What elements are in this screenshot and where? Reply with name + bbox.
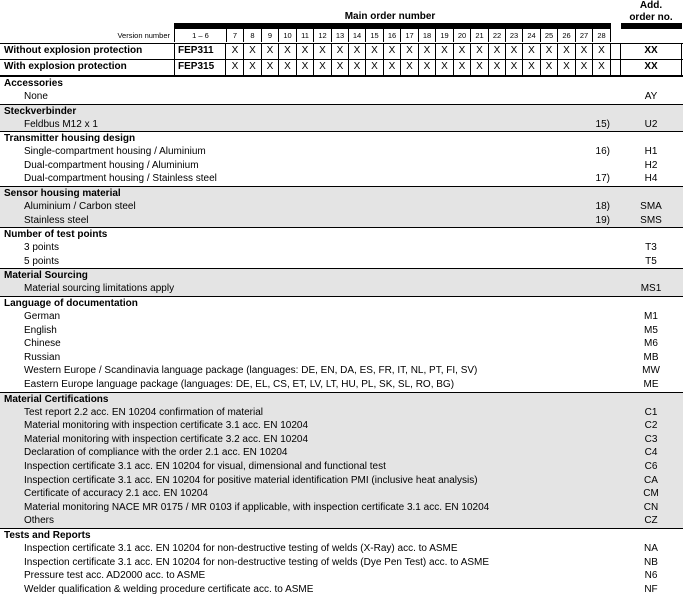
option-label: Dual-compartment housing / Stainless steel (24, 173, 217, 185)
option-row (0, 351, 683, 365)
version-number-cell: 27 (576, 29, 593, 42)
option-row (0, 214, 683, 228)
model-mark-cell: X (593, 43, 611, 59)
option-footnote: 18) (595, 201, 610, 212)
option-row (0, 337, 683, 351)
option-code: N6 (644, 570, 658, 582)
option-row (0, 324, 683, 338)
model-mark-cell: X (384, 43, 401, 59)
model-mark-cell: X (419, 59, 436, 75)
version-number-cell: 10 (279, 29, 297, 42)
section-heading: Sensor housing material (4, 188, 121, 199)
version-number-cell: 9 (262, 29, 279, 42)
option-row (0, 446, 683, 460)
option-label: Material monitoring with inspection certificate 3.2 acc. EN 10204 (24, 433, 309, 445)
option-label: 5 points (24, 255, 60, 267)
option-label: Pressure test acc. AD2000 acc. to ASME (24, 570, 206, 582)
order-code-header (0, 0, 683, 44)
option-section (0, 227, 683, 268)
section-heading: Steckverbinder (4, 105, 77, 117)
option-code: C4 (644, 447, 658, 459)
option-label: Single-compartment housing / Aluminium (24, 146, 206, 158)
option-code: H2 (644, 159, 658, 171)
option-label: Test report 2.2 acc. EN 10204 confirmation of material (24, 406, 264, 418)
option-row (0, 514, 683, 528)
option-label: German (24, 311, 61, 322)
section-heading: Accessories (4, 78, 63, 89)
option-label: Inspection certificate 3.1 acc. EN 10204 for non-destructive testing of welds (X-Ray) acc. to ASME (24, 543, 458, 554)
model-mark-cell: X (401, 59, 419, 75)
option-label: Feldbus M12 x 1 (24, 118, 98, 130)
section-heading: Language of documentation (4, 298, 138, 309)
model-row (0, 43, 683, 60)
version-number-cell: 16 (384, 29, 401, 42)
version-number-cell: 22 (489, 29, 506, 42)
model-mark-cell: X (297, 59, 314, 75)
option-label: Dual-compartment housing / Aluminium (24, 159, 199, 171)
add-order-no-title (621, 0, 681, 24)
option-code: C1 (644, 406, 658, 418)
model-mark-cell: X (279, 59, 297, 75)
option-code: SMA (640, 201, 662, 212)
option-code: NA (644, 543, 658, 554)
option-code: ME (643, 379, 659, 390)
model-suffix-code: XX (620, 43, 682, 59)
version-number-cell: 21 (471, 29, 489, 42)
model-mark-cell: X (401, 43, 419, 59)
option-row (0, 310, 683, 324)
option-row (0, 378, 683, 392)
model-mark-cell: X (523, 43, 541, 59)
model-mark-cell: X (262, 43, 279, 59)
option-row (0, 542, 683, 556)
option-row (0, 159, 683, 173)
option-label: Material sourcing limitations apply (24, 283, 175, 295)
model-code: FEP315 (174, 59, 226, 75)
option-code: M1 (644, 311, 658, 322)
model-mark-cell: X (454, 43, 471, 59)
model-mark-cell: X (419, 43, 436, 59)
option-row (0, 255, 683, 269)
option-code: C6 (644, 460, 658, 472)
option-section (0, 268, 683, 296)
option-code: U2 (644, 118, 658, 130)
section-heading: Transmitter housing design (4, 133, 136, 145)
option-label: Inspection certificate 3.1 acc. EN 10204 for non-destructive testing of welds (Dye Pen Test) acc. to ASME (24, 556, 490, 568)
section-heading: Material Sourcing (4, 270, 88, 282)
model-mark-cell: X (454, 59, 471, 75)
option-label: Declaration of compliance with the order 2.1 acc. EN 10204 (24, 447, 288, 459)
option-code: T5 (645, 255, 657, 267)
version-number-cell: 26 (558, 29, 576, 42)
option-row (0, 487, 683, 501)
version-number-cell: 18 (419, 29, 436, 42)
option-label: None (24, 91, 48, 102)
add-title-line-2: order no. (629, 12, 673, 23)
option-label: 3 points (24, 242, 60, 254)
option-section (0, 76, 683, 104)
option-code: MS1 (640, 283, 662, 295)
model-mark-cell: X (558, 59, 576, 75)
model-mark-cell: X (366, 59, 384, 75)
option-label: Eastern Europe language package (languages: DE, EL, CS, ET, LV, LT, HU, PL, SK, SL, RO, BG) (24, 379, 455, 390)
option-row (0, 172, 683, 186)
option-code: CA (644, 474, 658, 486)
version-number-cell: 1 – 6 (174, 29, 227, 42)
option-code: NF (644, 583, 658, 595)
section-heading: Tests and Reports (4, 530, 91, 541)
model-mark-cell: X (349, 59, 366, 75)
version-number-cell: 14 (349, 29, 366, 42)
option-row (0, 569, 683, 583)
model-mark-cell: X (576, 59, 593, 75)
option-label: Aluminium / Carbon steel (24, 201, 136, 212)
option-row (0, 583, 683, 597)
option-code: M5 (644, 324, 658, 336)
model-mark-cell: X (541, 59, 558, 75)
version-number-cell: 24 (523, 29, 541, 42)
model-name: With explosion protection (4, 61, 127, 72)
option-section (0, 131, 683, 186)
option-code: CZ (644, 515, 658, 527)
option-row (0, 460, 683, 474)
add-title-line-1: Add. (639, 0, 663, 11)
option-row (0, 474, 683, 488)
option-row (0, 364, 683, 378)
model-mark-cell: X (471, 43, 489, 59)
model-mark-cell: X (436, 43, 454, 59)
section-heading: Number of test points (4, 229, 108, 241)
model-mark-cell: X (366, 43, 384, 59)
model-mark-cell: X (489, 59, 506, 75)
model-mark-cell: X (227, 43, 244, 59)
option-row (0, 282, 683, 296)
option-row (0, 200, 683, 214)
model-mark-cell: X (349, 43, 366, 59)
model-mark-cell: X (541, 43, 558, 59)
option-code: CN (643, 501, 659, 513)
option-label: English (24, 324, 57, 336)
model-mark-cell: X (227, 59, 244, 75)
model-mark-cell: X (244, 59, 262, 75)
option-section (0, 528, 683, 596)
model-mark-cell: X (262, 59, 279, 75)
option-label: Russian (24, 351, 61, 363)
option-code: C3 (644, 433, 658, 445)
model-mark-cell: X (314, 59, 332, 75)
option-row (0, 90, 683, 104)
model-mark-cell: X (384, 59, 401, 75)
model-name: Without explosion protection (4, 45, 143, 56)
add-header-bar (621, 23, 682, 29)
model-mark-cell: X (279, 43, 297, 59)
option-footnote: 19) (595, 214, 610, 226)
option-code: NB (644, 556, 658, 568)
version-number-cell: 15 (366, 29, 384, 42)
option-code: M6 (644, 338, 658, 350)
version-number-cell: 12 (314, 29, 332, 42)
version-number-cell: 20 (454, 29, 471, 42)
option-label: Western Europe / Scandinavia language package (languages: DE, EN, DA, ES, FR, IT, NL, PT, FI, SV) (24, 365, 478, 377)
option-code: MB (643, 351, 659, 363)
option-footnote: 17) (595, 173, 610, 185)
version-number-cell: 7 (227, 29, 244, 42)
model-mark-cell: X (314, 43, 332, 59)
model-mark-cell: X (506, 59, 523, 75)
model-mark-cell: X (244, 43, 262, 59)
version-number-cell: 13 (332, 29, 349, 42)
version-number-cell: 23 (506, 29, 523, 42)
option-row (0, 145, 683, 159)
version-number-cell: 8 (244, 29, 262, 42)
option-code: T3 (645, 242, 657, 254)
model-code: FEP311 (174, 43, 226, 59)
version-number-label: Version number (117, 31, 170, 40)
model-mark-cell: X (523, 59, 541, 75)
option-section (0, 186, 683, 227)
model-row (0, 59, 683, 76)
option-label: Material monitoring NACE MR 0175 / MR 0103 if applicable, with inspection certificate 3.1 acc. EN 10204 (24, 501, 490, 513)
version-number-cell: 17 (401, 29, 419, 42)
option-label: Stainless steel (24, 214, 89, 226)
model-mark-cell: X (471, 59, 489, 75)
option-code: H4 (644, 173, 658, 185)
option-row (0, 556, 683, 570)
option-code: H1 (644, 146, 658, 158)
option-label: Chinese (24, 338, 61, 350)
option-label: Certificate of accuracy 2.1 acc. EN 10204 (24, 488, 208, 500)
model-mark-cell: X (593, 59, 611, 75)
model-mark-cell: X (558, 43, 576, 59)
option-section (0, 392, 683, 528)
option-section (0, 104, 683, 132)
option-code: CM (643, 488, 659, 500)
option-code: AY (644, 91, 658, 102)
model-mark-cell: X (576, 43, 593, 59)
option-label: Material monitoring with inspection certificate 3.1 acc. EN 10204 (24, 420, 309, 432)
version-number-cell: 25 (541, 29, 558, 42)
option-code: MW (642, 365, 660, 377)
option-section (0, 296, 683, 392)
option-label: Others (24, 515, 55, 527)
model-mark-cell: X (332, 59, 349, 75)
version-number-cell: 11 (297, 29, 314, 42)
model-mark-cell: X (506, 43, 523, 59)
option-row (0, 433, 683, 447)
model-mark-cell: X (297, 43, 314, 59)
option-code: SMS (640, 214, 662, 226)
model-suffix-code: XX (620, 59, 682, 75)
option-row (0, 406, 683, 420)
version-number-cell: 28 (593, 29, 611, 42)
section-heading: Material Certifications (4, 393, 109, 405)
option-row (0, 118, 683, 132)
option-code: C2 (644, 420, 658, 432)
model-mark-cell: X (436, 59, 454, 75)
option-row (0, 419, 683, 433)
option-label: Inspection certificate 3.1 acc. EN 10204 for visual, dimensional and functional test (24, 460, 386, 472)
option-row (0, 241, 683, 255)
option-label: Inspection certificate 3.1 acc. EN 10204 for positive material identification PMI (inclusive heat analysis) (24, 474, 478, 486)
option-footnote: 15) (595, 118, 610, 130)
model-mark-cell: X (332, 43, 349, 59)
main-order-number-title: Main order number (344, 11, 436, 22)
version-number-cell: 19 (436, 29, 454, 42)
option-footnote: 16) (595, 146, 610, 158)
option-label: Welder qualification & welding procedure certificate acc. to ASME (24, 583, 314, 595)
model-mark-cell: X (489, 43, 506, 59)
option-row (0, 501, 683, 515)
